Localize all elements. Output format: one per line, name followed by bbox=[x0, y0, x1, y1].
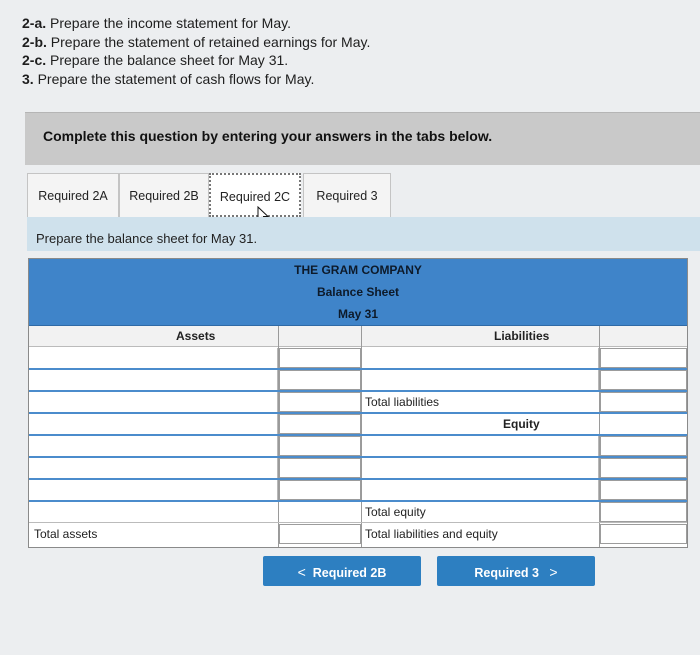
prev-button-label: Required 2B bbox=[312, 566, 387, 580]
table-row bbox=[29, 502, 687, 523]
table-row bbox=[29, 480, 687, 502]
instructions-banner bbox=[25, 112, 700, 165]
equity-amount-input[interactable] bbox=[600, 436, 687, 456]
prompt-text: Prepare the balance sheet for May 31. bbox=[36, 231, 258, 246]
asset-amount-input[interactable] bbox=[279, 458, 361, 478]
instruction-2a: 2-a. Prepare the income statement for May. bbox=[22, 15, 291, 31]
asset-account-input[interactable] bbox=[29, 370, 278, 390]
total-assets-amount[interactable] bbox=[279, 524, 361, 544]
tab-required-2c[interactable]: Required 2C bbox=[209, 173, 301, 217]
table-row bbox=[29, 524, 687, 544]
next-button-label: Required 3 bbox=[474, 566, 539, 580]
asset-account-input[interactable] bbox=[29, 348, 278, 368]
table-row bbox=[29, 436, 687, 458]
total-assets-label: Total assets bbox=[34, 527, 98, 541]
tab-required-2a[interactable]: Required 2A bbox=[27, 173, 119, 217]
equity-header: Equity bbox=[503, 417, 540, 431]
table-row bbox=[29, 348, 687, 370]
total-equity-label: Total equity bbox=[365, 505, 426, 519]
equity-account-input[interactable] bbox=[362, 436, 599, 456]
chevron-right-icon: > bbox=[549, 564, 558, 580]
table-row bbox=[29, 458, 687, 480]
asset-account-input[interactable] bbox=[29, 414, 278, 434]
instruction-2c: 2-c. Prepare the balance sheet for May 31. bbox=[22, 52, 289, 68]
assets-header: Assets bbox=[176, 329, 216, 343]
asset-amount-input[interactable] bbox=[279, 414, 361, 434]
asset-account-input[interactable] bbox=[29, 436, 278, 456]
statement-date: May 31 bbox=[29, 303, 687, 326]
equity-account-input[interactable] bbox=[362, 480, 599, 500]
asset-account-input[interactable] bbox=[29, 392, 278, 412]
asset-amount-input[interactable] bbox=[279, 348, 361, 368]
chevron-left-icon: < bbox=[297, 564, 306, 580]
table-row bbox=[29, 392, 687, 414]
total-liabilities-equity-label: Total liabilities and equity bbox=[365, 527, 498, 541]
equity-amount-input[interactable] bbox=[600, 458, 687, 478]
asset-amount-input[interactable] bbox=[279, 392, 361, 412]
total-liabilities-amount[interactable] bbox=[600, 392, 687, 412]
column-headers bbox=[29, 326, 687, 347]
asset-amount-input[interactable] bbox=[279, 436, 361, 456]
liabilities-header: Liabilities bbox=[494, 329, 550, 343]
asset-amount-input[interactable] bbox=[279, 480, 361, 500]
tab-required-2b[interactable]: Required 2B bbox=[119, 173, 209, 217]
instruction-2b: 2-b. Prepare the statement of retained earnings for May. bbox=[22, 33, 371, 50]
equity-amount-input[interactable] bbox=[600, 480, 687, 500]
company-name: THE GRAM COMPANY bbox=[29, 259, 687, 282]
equity-account-input[interactable] bbox=[362, 458, 599, 478]
next-required-3-button[interactable] bbox=[437, 556, 595, 586]
liability-account-input[interactable] bbox=[362, 370, 599, 390]
liability-amount-input[interactable] bbox=[600, 348, 687, 368]
asset-account-input[interactable] bbox=[29, 480, 278, 500]
statement-title: Balance Sheet bbox=[29, 281, 687, 304]
banner-text: Complete this question by entering your answers in the tabs below. bbox=[43, 128, 493, 144]
instruction-3: 3. Prepare the statement of cash flows for May. bbox=[22, 70, 315, 87]
liability-account-input[interactable] bbox=[362, 348, 599, 368]
asset-account-input[interactable] bbox=[29, 458, 278, 478]
balance-sheet-form bbox=[28, 258, 688, 548]
prev-required-2b-button[interactable] bbox=[263, 556, 421, 586]
liability-amount-input[interactable] bbox=[600, 370, 687, 390]
table-row bbox=[29, 414, 687, 436]
prompt-bar bbox=[27, 217, 700, 251]
table-row bbox=[29, 370, 687, 392]
asset-amount-input[interactable] bbox=[279, 370, 361, 390]
tab-required-3[interactable]: Required 3 bbox=[303, 173, 391, 217]
total-equity-amount[interactable] bbox=[600, 502, 687, 522]
total-liabilities-equity-amount[interactable] bbox=[600, 524, 687, 544]
instructions bbox=[22, 14, 370, 88]
total-liabilities-label: Total liabilities bbox=[365, 395, 440, 409]
